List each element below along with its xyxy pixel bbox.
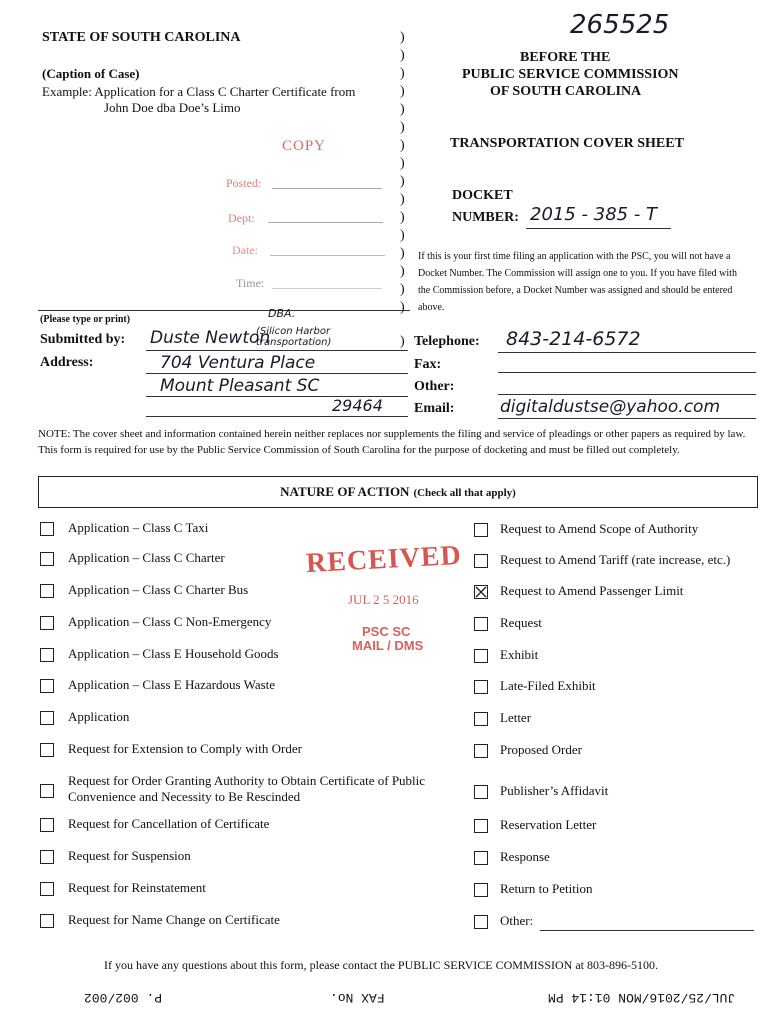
- checkbox-reinstatement[interactable]: [40, 882, 54, 896]
- address-line1: 704 Ventura Place: [160, 353, 316, 373]
- option-label: Request: [500, 615, 542, 630]
- fax-number-label: FAX No.: [330, 990, 385, 1005]
- option-label: Application – Class C Charter Bus: [68, 582, 249, 597]
- checkbox-class-c-charter-bus[interactable]: [40, 584, 54, 598]
- handwritten-document-id: 265525: [570, 10, 670, 40]
- email-line: [498, 418, 756, 419]
- checkbox-name-change[interactable]: [40, 914, 54, 928]
- email-value: digitaldustse@yahoo.com: [500, 397, 721, 417]
- checkbox-amend-scope[interactable]: [474, 523, 488, 537]
- nature-of-action-box: [38, 476, 758, 508]
- caption-label: (Caption of Case): [42, 66, 140, 81]
- date-label: Date:: [232, 243, 258, 257]
- option-label: Request for Reinstatement: [68, 880, 206, 895]
- number-label: NUMBER:: [452, 210, 519, 225]
- option-label: Late-Filed Exhibit: [500, 678, 596, 693]
- checkbox-letter[interactable]: [474, 712, 488, 726]
- option-label: Application – Class E Hazardous Waste: [68, 677, 276, 692]
- option-label: Request for Suspension: [68, 848, 191, 863]
- option-label: Exhibit: [500, 647, 539, 662]
- option-label: Publisher’s Affidavit: [500, 783, 609, 798]
- checkbox-exhibit[interactable]: [474, 649, 488, 663]
- option-label: Application – Class C Non-Emergency: [68, 614, 272, 629]
- checkbox-publishers-affidavit[interactable]: [474, 785, 488, 799]
- option-label: Request for Extension to Comply with Order: [68, 741, 302, 756]
- option-label: Request for Cancellation of Certificate: [68, 816, 270, 831]
- option-label: Application – Class C Charter: [68, 550, 225, 565]
- checkmark-icon: [475, 586, 487, 598]
- dba-note: DBA.: [268, 307, 296, 320]
- docket-number: 2015 - 385 - T: [530, 204, 658, 225]
- contact-footer: If you have any questions about this form, please contact the PUBLIC SERVICE COMMISSION at 803-896-5100.: [104, 958, 658, 972]
- checkbox-return-to-petition[interactable]: [474, 883, 488, 897]
- company-value: (Silicon Harbor transportation): [256, 326, 332, 348]
- cover-sheet-note: NOTE: The cover sheet and information contained herein neither replaces nor supplements the filing and service of pleadings or other papers as required by law. This form is required for use by the Public Service Commission of South Carolina for the purpose of docketing and must be filled out completely.: [38, 428, 746, 456]
- option-label: Request to Amend Tariff (rate increase, etc.): [500, 552, 731, 567]
- print-note: (Please type or print): [40, 314, 131, 325]
- commission-line2: PUBLIC SERVICE COMMISSION: [462, 67, 679, 82]
- option-label: Request for Name Change on Certificate: [68, 912, 280, 927]
- address-line2: Mount Pleasant SC: [160, 376, 320, 396]
- received-stamp: RECEIVED: [305, 539, 463, 580]
- option-label: Return to Petition: [500, 881, 593, 896]
- checkbox-reservation-letter[interactable]: [474, 819, 488, 833]
- checkbox-class-e-household-goods[interactable]: [40, 648, 54, 662]
- telephone-label: Telephone:: [414, 334, 480, 349]
- option-label: Reservation Letter: [500, 817, 597, 832]
- caption-example-line1: Example: Application for a Class C Charter Certificate from: [42, 84, 356, 99]
- email-label: Email:: [414, 401, 455, 416]
- address-line3-rule: [146, 416, 408, 417]
- fax-page-number: P. 002/002: [84, 990, 163, 1005]
- commission-line1: BEFORE THE: [520, 50, 611, 65]
- received-date: JUL 2 5 2016: [348, 592, 419, 607]
- other-label: Other:: [414, 379, 455, 394]
- checkbox-class-c-charter[interactable]: [40, 552, 54, 566]
- fax-line: [498, 372, 756, 373]
- option-label: Response: [500, 849, 550, 864]
- submitted-by-line: [146, 350, 408, 351]
- checkbox-late-filed-exhibit[interactable]: [474, 680, 488, 694]
- option-label: Request to Amend Passenger Limit: [500, 583, 684, 598]
- posted-label: Posted:: [226, 176, 262, 190]
- option-label: Application – Class E Household Goods: [68, 646, 279, 661]
- dept-label: Dept:: [228, 211, 255, 225]
- section-divider: [38, 310, 410, 311]
- checkbox-suspension[interactable]: [40, 850, 54, 864]
- option-label: Other:: [500, 913, 534, 928]
- nature-of-action-subtitle: (Check all that apply): [413, 487, 516, 499]
- docket-number-line: [526, 228, 671, 229]
- submitted-by-label: Submitted by:: [40, 332, 126, 347]
- address-line1-rule: [146, 373, 408, 374]
- docket-label: DOCKET: [452, 188, 513, 203]
- nature-of-action-title: NATURE OF ACTION: [280, 484, 410, 499]
- cover-sheet-title: TRANSPORTATION COVER SHEET: [450, 136, 684, 151]
- copy-stamp: COPY: [282, 138, 327, 154]
- checkbox-response[interactable]: [474, 851, 488, 865]
- checkbox-cancellation[interactable]: [40, 818, 54, 832]
- checkbox-extension-to-comply[interactable]: [40, 743, 54, 757]
- checkbox-class-c-taxi[interactable]: [40, 522, 54, 536]
- posted-line: [272, 188, 382, 189]
- date-line: [270, 255, 385, 256]
- checkbox-class-c-non-emergency[interactable]: [40, 616, 54, 630]
- checkbox-amend-tariff[interactable]: [474, 554, 488, 568]
- option-label: Proposed Order: [500, 742, 582, 757]
- time-label: Time:: [236, 276, 265, 290]
- checkbox-amend-passenger-limit[interactable]: [474, 585, 488, 599]
- submitted-by-value: Duste Newton: [150, 328, 271, 348]
- checkbox-class-e-hazardous-waste[interactable]: [40, 679, 54, 693]
- dept-line: [268, 222, 383, 223]
- checkbox-certificate-rescinded[interactable]: [40, 784, 54, 798]
- option-label: Request for Order Granting Authority to Obtain Certificate of Public Convenience and Necessity to Be Rescinded: [68, 773, 426, 804]
- checkbox-request[interactable]: [474, 617, 488, 631]
- other-line: [498, 394, 756, 395]
- fax-datetime: JUL/25/2016/MON 01:14 PM: [548, 990, 736, 1005]
- telephone-value: 843-214-6572: [506, 328, 641, 350]
- option-label: Application: [68, 709, 130, 724]
- telephone-line: [498, 352, 756, 353]
- time-line: [272, 288, 382, 289]
- address-label: Address:: [40, 355, 94, 370]
- state-heading: STATE OF SOUTH CAROLINA: [42, 30, 241, 45]
- received-office2: MAIL / DMS: [352, 638, 424, 653]
- commission-line3: OF SOUTH CAROLINA: [490, 84, 642, 99]
- option-label: Application – Class C Taxi: [68, 520, 209, 535]
- option-label: Letter: [500, 710, 532, 725]
- option-label: Request to Amend Scope of Authority: [500, 521, 699, 536]
- checkbox-other[interactable]: [474, 915, 488, 929]
- docket-note: If this is your first time filing an application with the PSC, you will not have a Docket Number. The Commission will assign one to you. If you have filed with the Commission before, a Docket Number was assigned and should be entered above.: [418, 251, 737, 313]
- checkbox-proposed-order[interactable]: [474, 744, 488, 758]
- received-office1: PSC SC: [362, 624, 411, 639]
- address-line3: 29464: [332, 396, 383, 415]
- other-input-line[interactable]: [540, 930, 754, 931]
- fax-label: Fax:: [414, 357, 442, 372]
- caption-example-line2: John Doe dba Doe’s Limo: [104, 100, 241, 115]
- checkbox-application[interactable]: [40, 711, 54, 725]
